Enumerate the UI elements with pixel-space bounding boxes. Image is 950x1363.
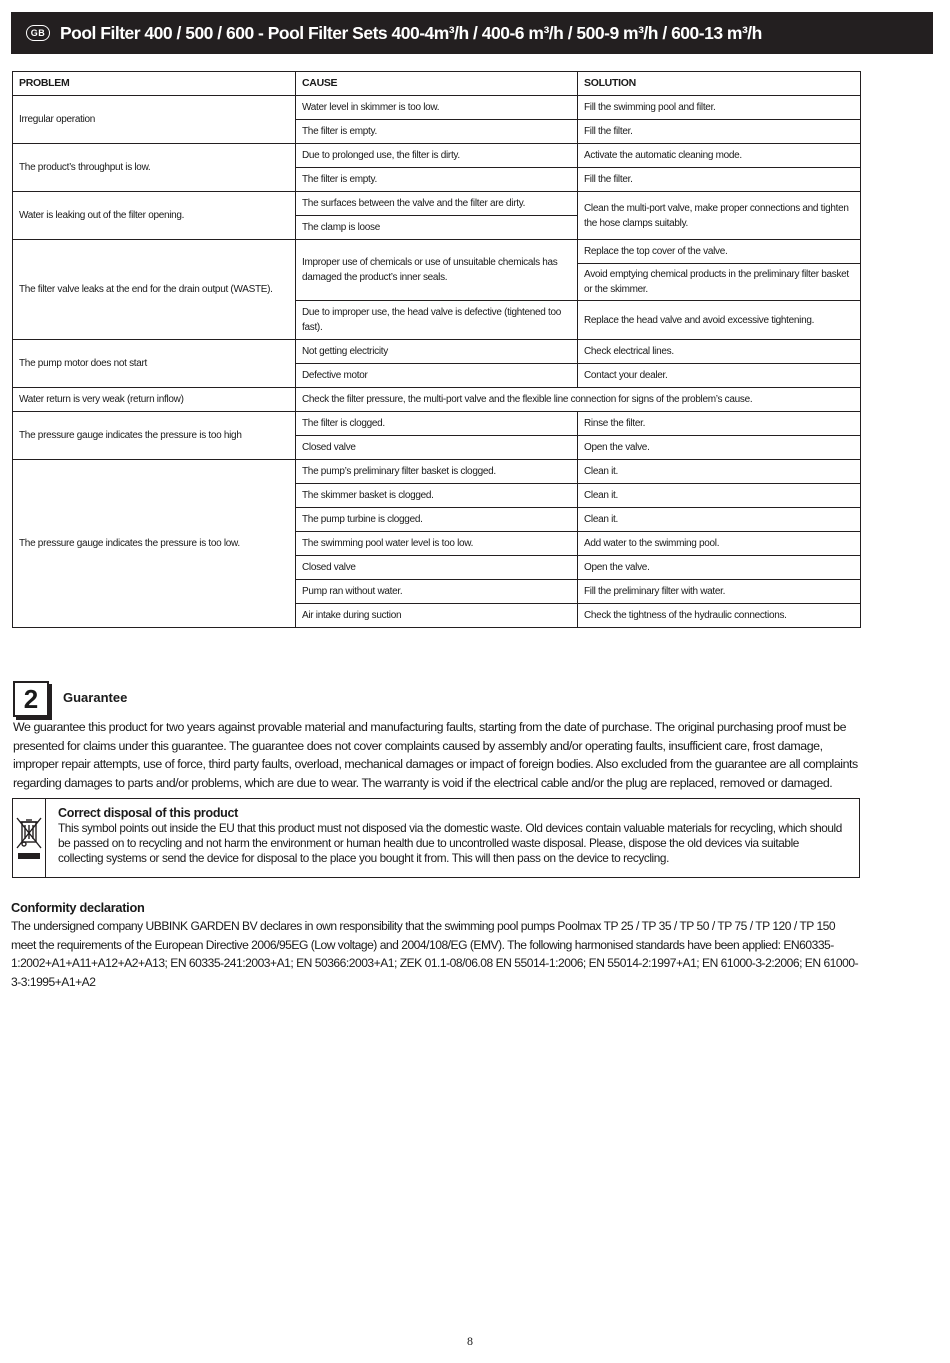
cause-cell: The clamp is loose [296, 216, 578, 240]
cause-cell: Air intake during suction [296, 604, 578, 628]
solution-cell: Clean it. [578, 484, 861, 508]
solution-cell: Activate the automatic cleaning mode. [578, 144, 861, 168]
table-row [13, 192, 861, 216]
solution-cell: Clean the multi-port valve, make proper connections and tighten the hose clamps suitably. [578, 192, 861, 240]
problem-cell: The filter valve leaks at the end for the drain output (WASTE). [13, 240, 296, 340]
cause-cell: Due to prolonged use, the filter is dirty. [296, 144, 578, 168]
table-row [13, 412, 861, 436]
table-row [13, 96, 861, 120]
problem-cell: The pump motor does not start [13, 340, 296, 388]
solution-cell: Check the tightness of the hydraulic connections. [578, 604, 861, 628]
problem-cell: The pressure gauge indicates the pressure is too high [13, 412, 296, 460]
solution-cell: Replace the head valve and avoid excessive tightening. [578, 301, 861, 340]
solution-cell: Check electrical lines. [578, 340, 861, 364]
solution-cell: Fill the swimming pool and filter. [578, 96, 861, 120]
solution-cell: Fill the filter. [578, 168, 861, 192]
page-header [11, 12, 933, 54]
cause-cell: The swimming pool water level is too low. [296, 532, 578, 556]
problem-cell: The pressure gauge indicates the pressure is too low. [13, 460, 296, 628]
disposal-text: This symbol points out inside the EU that this product must not disposed via the domestic waste. Old devices contain valuable materials for recycling, which should be passed on to recycling and not harm the environment or human health due to uncontrolled waste disposal. Please, dispose the old devices via suitable collecting systems or send the device for disposal to the place you bought it from. This will then pass on the device to recycling. [58, 821, 842, 865]
solution-cell: Add water to the swimming pool. [578, 532, 861, 556]
table-header-row [13, 72, 861, 96]
cause-cell: Due to improper use, the head valve is defective (tightened too fast). [296, 301, 578, 340]
problem-cell: Irregular operation [13, 96, 296, 144]
solution-cell: Contact your dealer. [578, 364, 861, 388]
column-header-problem: PROBLEM [13, 72, 296, 96]
cause-cell: Defective motor [296, 364, 578, 388]
solution-cell: Fill the preliminary filter with water. [578, 580, 861, 604]
table-row [13, 240, 861, 264]
table-row [13, 388, 861, 412]
conformity-heading: Conformity declaration [11, 900, 145, 915]
column-header-cause: CAUSE [296, 72, 578, 96]
solution-cell: Avoid emptying chemical products in the preliminary filter basket or the skimmer. [578, 264, 861, 301]
problem-cell: The product’s throughput is low. [13, 144, 296, 192]
cause-cell: Closed valve [296, 436, 578, 460]
solution-cell: Open the valve. [578, 436, 861, 460]
cause-cell: Water level in skimmer is too low. [296, 96, 578, 120]
section-number-box: 2 [13, 681, 49, 717]
cause-cell: The pump turbine is clogged. [296, 508, 578, 532]
solution-cell: Clean it. [578, 460, 861, 484]
column-header-solution: SOLUTION [578, 72, 861, 96]
table-row [13, 144, 861, 168]
crossed-out-wheelie-bin-icon [13, 815, 45, 861]
solution-cell: Replace the top cover of the valve. [578, 240, 861, 264]
page-title: Pool Filter 400 / 500 / 600 - Pool Filter Sets 400-4m³/h / 400-6 m³/h / 500-9 m³/h / 600-13 m³/h [60, 22, 762, 43]
cause-cell: The skimmer basket is clogged. [296, 484, 578, 508]
problem-cell: Water return is very weak (return inflow) [13, 388, 296, 412]
table-row [13, 460, 861, 484]
merged-cause-solution-cell: Check the filter pressure, the multi-port valve and the flexible line connection for signs of the problem’s cause. [296, 388, 861, 412]
cause-cell: Closed valve [296, 556, 578, 580]
cause-cell: Pump ran without water. [296, 580, 578, 604]
solution-cell: Open the valve. [578, 556, 861, 580]
page-number: 8 [467, 1334, 473, 1348]
cause-cell: The filter is empty. [296, 120, 578, 144]
guarantee-heading: Guarantee [63, 690, 128, 705]
disposal-title: Correct disposal of this product [58, 806, 238, 820]
table-row [13, 340, 861, 364]
troubleshooting-table [12, 71, 861, 628]
cause-cell: The pump’s preliminary filter basket is clogged. [296, 460, 578, 484]
disposal-notice-box [12, 798, 860, 878]
solution-cell: Rinse the filter. [578, 412, 861, 436]
cause-cell: The filter is clogged. [296, 412, 578, 436]
problem-cell: Water is leaking out of the filter opening. [13, 192, 296, 240]
guarantee-paragraph: We guarantee this product for two years against provable material and manufacturing faults, starting from the date of purchase. The original purchasing proof must be presented for claims under this guarantee. The guarantee does not cover complaints caused by assembly and/or operating faults, insufficient care, frost damage, improper repair attempts, use of force, third party faults, overload, mechanical damages or impact of foreign bodies. Also excluded from the guarantee are all complaints regarding damages to parts and/or problems, which are due to wear. The warranty is void if the electrical cable and/or the plug are replaced, removed or damaged. [13, 720, 858, 790]
conformity-paragraph: The undersigned company UBBINK GARDEN BV declares in own responsibility that the swimming pool pumps Poolmax TP 25 / TP 35 / TP 50 / TP 75 / TP 120 / TP 150 meet the requirements of the European Directive 2006/95EG (Low voltage) and 2004/108/EG (EMV). The following harmonised standards have been applied: EN60335-1:2002+A1+A11+A12+A2+A13; EN 60335-241:2003+A1; EN 50366:2003+A1; ZEK 01.1-08/06.08 EN 55014-1:2006; EN 55014-2:1997+A1; EN 61000-3-2:2006; EN 61000-3-3:1995+A1+A2 [11, 919, 859, 989]
cause-cell: The surfaces between the valve and the filter are dirty. [296, 192, 578, 216]
cause-cell: Not getting electricity [296, 340, 578, 364]
solution-cell: Clean it. [578, 508, 861, 532]
language-badge: GB [26, 25, 50, 41]
disposal-icon-cell [13, 799, 46, 877]
cause-cell: The filter is empty. [296, 168, 578, 192]
cause-cell: Improper use of chemicals or use of unsuitable chemicals has damaged the product’s inner seals. [296, 240, 578, 301]
solution-cell: Fill the filter. [578, 120, 861, 144]
